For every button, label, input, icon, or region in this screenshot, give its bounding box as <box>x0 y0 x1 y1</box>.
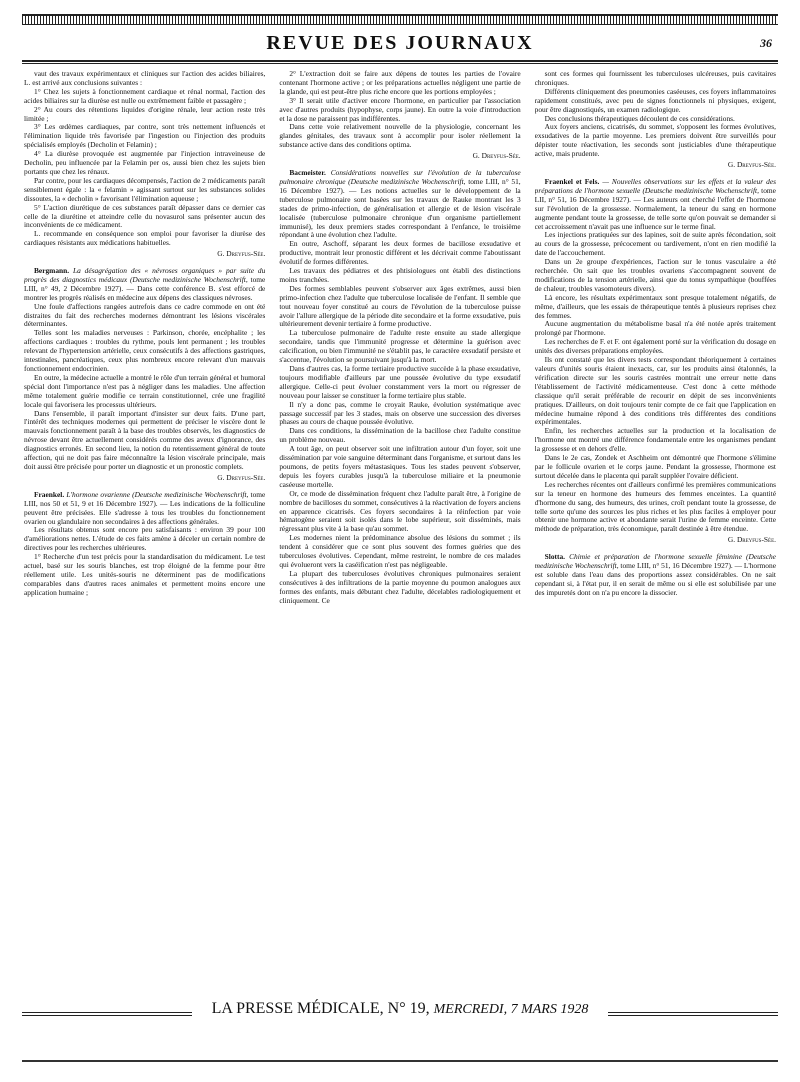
article-title: La désagrégation des « névroses organiques » par suite du progrès des diagnostics médicaux <box>24 266 266 284</box>
signature: G. Dreyfus-Sée. <box>217 472 266 482</box>
paragraph: Les résultats obtenus sont encore peu satisfaisants : environ 39 pour 100 d'améliorations nettes. L'étude de ces faits amène à déceler un certain nombre de directives pour les recherches ultérieures. <box>24 525 266 553</box>
article-title: Considérations nouvelles sur l'évolution de la tuberculose pulmonaire chronique <box>279 168 521 186</box>
paragraph: 2° Au cours des rétentions liquides d'origine rénale, leur action reste très limitée ; <box>24 104 266 123</box>
paragraph: Or, ce mode de dissémination fréquent chez l'adulte paraît être, à l'origine de nombre de bacilloses du sommet, consécutives à la réactivation de foyers anciens en apparence cicatrisés. Ces foyers secondaires à la réinfection par voie hématogène seraient soit isolés dans le lobe supérieur, soit disséminés, mais régressant plus vite à la base qu'au sommet. <box>279 488 521 534</box>
paragraph: Aux foyers anciens, cicatrisés, du sommet, s'opposent les formes évolutives, exsudatives de la partie moyenne. Les premiers doivent être surveillés pour dépister toute réactivation, les seconds sont justiciables d'une thérapeutique active, mais prudente. <box>534 122 776 159</box>
paragraph: Dans d'autres cas, la forme tertiaire productive succède à la phase exsudative, toujours modifiable d'ailleurs par une poussée évolutive du type exsudatif allergique. Celle-ci peut évoluer constamment vers la mort ou régresser de nouveau pour laisser se constituer la forme tertiaire plus stable. <box>279 364 521 400</box>
article-heading <box>535 553 776 598</box>
article-heading <box>24 267 265 303</box>
paragraph: 3° Les œdèmes cardiaques, par contre, sont très nettement influencés et l'élimination liquide très favorisée par l'ingestion ou l'injection des produits spécialisés employés (Decholin et Felamin) ; <box>24 122 266 150</box>
article-title: — Nouvelles observations sur les effets et la valeur des préparations de l'hormone sexuelle <box>534 176 776 195</box>
paragraph: En outre, la médecine actuelle a montré le rôle d'un terrain général et humoral spécial dont l'importance n'est pas à négliger dans les maladies. Une affection même totalement guérie modifie ce terrain constitutionnel, crée une fragilité locale qui favorisera les processus ultérieurs. <box>24 372 266 409</box>
page-footer <box>22 1000 778 1030</box>
paragraph: La tuberculose pulmonaire de l'adulte reste ensuite au stade allergique secondaire, tandis que l'immunité progresse et détermine la guérison avec calcification, ou bien l'immunité ne s'établit pas, le caractère exsudatif persiste et s'accentue, l'évolution se poursuivant jusqu'à la mort. <box>279 328 521 365</box>
article-journal: (Deutsche medizinische Wochenschrift, <box>132 489 249 499</box>
signature: G. Dreyfus-Sée. <box>217 249 266 259</box>
paragraph: 1° Recherche d'un test précis pour la standardisation du médicament. Le test actuel, basé sur les souris blanches, est trop éloigné de la femme pour être réellement utile. Les unités-souris ne déterminent pas de modifications comparables dans d'autres races animales et permettent moins encore une application humaine ; <box>24 552 266 597</box>
footer-issue: N° 19, <box>387 1000 430 1017</box>
article-body-start: tome LIII, n° 51, 16 Décembre 1927). — L'hormone est soluble dans l'eau dans des proportions assez considérables. On ne sait cependant si, à l'état pur, il en serait de même ou si elle est solubilisée par une des impuretés dont on n'a pu encore la dissocier. <box>534 561 776 597</box>
footer-journal: LA PRESSE MÉDICALE, <box>211 1000 384 1017</box>
footer-rule-left <box>22 1012 192 1016</box>
article-heading <box>24 491 265 527</box>
article-author: Bacmeister. <box>289 168 326 178</box>
article-body-start: tome LII, n° 51, 16 Décembre 1927). — Les auteurs ont cherché l'effet de l'hormone sur l'évolution de la grossesse. Normalement, la teneur du sang en hormone augmente pendant toute la grossesse, de telle sorte qu'on pouvait se demander si cet accroissement n'avait pas une influence sur le terme final. <box>534 185 776 231</box>
article-heading <box>279 169 520 240</box>
signature: G. Dreyfus-Sée. <box>472 151 521 161</box>
paragraph: 2° L'extraction doit se faire aux dépens de toutes les parties de l'ovaire contenant l'hormone active ; or les préparations actuelles négligent une partie de la glande, qui est peut-être plus riche encore que les portions employées ; <box>279 70 521 96</box>
paragraph: En outre, Aschoff, séparant les deux formes de bacillose exsudative et productive, montrait leur pronostic différent et les décrivait comme l'aboutissant évolutif de formes différentes. <box>279 239 521 267</box>
article-columns <box>24 70 776 990</box>
article-heading <box>535 178 776 231</box>
paragraph: Ils ont constaté que les divers tests correspondant théoriquement à certaines valeurs d'unités souris étaient inexacts, car, sur les produits ainsi étalonnés, la vérification directe sur les souris castrées montrait une erreur nette dans l'établissement de l'activité médicamenteuse. C'est donc à cette méthode classique qu'il serait préférable de recourir en dépit de ses inconvénients pratiques. D'ailleurs, on doit toujours tenir compte de ce fait que l'application en médecine humaine répond à des conditions très différentes des conditions expérimentales. <box>534 355 776 427</box>
paragraph: Une foule d'affections rangées autrefois dans ce cadre commode en ont été distraites du fait des recherches modernes démontrant les lésions viscérales déterminantes. <box>24 301 266 329</box>
article-journal: (Deutsche medizinische Wochenschrift, <box>348 176 466 186</box>
page-number: 36 <box>760 36 772 50</box>
article-body-start: tome LIII, nos 50 et 51, 9 et 16 Décembre 1927). — Les indications de la folliculine peuvent être précisées. Elle s'adresse à tous les troubles du fonctionnement ovarien ou glandulaire non secondaires à des affections générales. <box>24 489 266 526</box>
article-author: Fraenkel. <box>34 489 65 499</box>
column-2 <box>279 70 520 990</box>
article-title: L'hormone ovarienne <box>66 489 130 499</box>
paragraph: Là encore, les résultats expérimentaux sont presque totalement négatifs, de même, d'ailleurs, que les essais de thérapeutique tentés à plusieurs reprises chez des femmes. <box>534 292 776 320</box>
paragraph: Dans un 2e groupe d'expériences, l'action sur le tonus vasculaire a été recherchée. On sait que les troubles ovariens s'accompagnent souvent de modifications de la tension artérielle, ainsi que du tonus sympathique (bouffées de chaleur, troubles vasomoteurs divers). <box>534 257 776 293</box>
article-body-start: tome LIII, n° 51, 16 Décembre 1927). — Les notions actuelles sur le développement de la tuberculose pulmonaire sont basées sur les travaux de Rauke montrant les 3 stades de primo-infection, de généralisation et allergie et de lésion viscérale localisée (tuberculose pulmonaire chronique d'un organisme partiellement immunisé), les deux premiers stades correspondant à l'enfance, le troisième répondant à une évolution chez l'adulte. <box>279 176 521 240</box>
paragraph: 3° Il serait utile d'activer encore l'hormone, en particulier par l'association avec d'autres produits (hypophyse, corps jaune). En outre la voie d'introduction et la dose ne paraissent pas indifférentes. <box>279 95 521 123</box>
paragraph: Les recherches récentes ont d'ailleurs confirmé les premières communications sur la teneur en hormone des humeurs des femmes enceintes. La quantité d'hormone du sang, des humeurs, des urines, croît pendant toute la grossesse, de telle sorte qu'une des sources les plus riches et les plus faciles à employer pour obtenir une hormone active et abondante serait l'urine de femme enceinte. Cette méthode de préparation, très économique, paraît destinée à être étendue. <box>534 479 776 534</box>
article-journal: (Deutsche medizinische Wochenschrift, <box>129 274 248 284</box>
paragraph: A tout âge, on peut observer soit une infiltration autour d'un foyer, soit une dissémination par voie sanguine déterminant dans l'organisme, et surtout dans les poumons, de petits foyers métastasiques. Tous les stades peuvent s'observer, depuis les foyers curables jusqu'à la tuberculose miliaire et la pneumonie caséeuse mortelle. <box>279 444 521 489</box>
article-author: Fraenkel et Fels. <box>544 176 600 186</box>
article-body-start: tome LIII, n° 49, 2 Décembre 1927). — Dans cette conférence B. s'est efforcé de montrer les progrès réalisés en médecine aux dépens des classiques névroses. <box>24 274 266 302</box>
bottom-rule <box>22 1060 778 1062</box>
paragraph: Telles sont les maladies nerveuses : Parkinson, chorée, encéphalite ; les affections cardiaques : troubles du rythme, pouls lent permanent ; les troubles relevant de l'hypertension artérielle, ceux consécutifs à des affections gastriques, intestinales, pancréatiques, ceux plus nombreux encore relevant d'un mauvais fonctionnement endocrinien. <box>24 328 266 373</box>
paragraph: Aucune augmentation du métabolisme basal n'a été notée après traitement prolongé par l'hormone. <box>534 319 776 338</box>
paragraph: La plupart des tuberculoses évolutives chroniques pulmonaires seraient consécutives à des infiltrations de la partie moyenne du poumon analogues aux formes des enfants, mais débutant chez l'adulte, décelables radiologiquement et cliniquement. Ce <box>279 568 521 605</box>
paragraph: L. recommande en conséquence son emploi pour favoriser la diurèse des cardiaques résistants aux médications habituelles. <box>24 229 266 248</box>
paragraph: Il n'y a donc pas, comme le croyait Rauke, évolution systématique avec passage successif par les 3 stades, mais on observe une succession des diverses phases au cours de chaque poussée évolutive. <box>279 399 521 427</box>
header-rule <box>22 60 778 64</box>
paragraph: 4° La diurèse provoquée est augmentée par l'injection intraveineuse de Decholin, peu influencée par la Felamin per os, aussi bien chez les sujets bien portants que chez les rénaux. <box>24 149 266 176</box>
paragraph: Les injections pratiquées sur des lapines, soit de suite après fécondation, soit au cours de la grossesse, précocement ou tardivement, n'ont en rien modifié la date de l'accouchement. <box>534 230 776 258</box>
paragraph: Des formes semblables peuvent s'observer aux âges extrêmes, aussi bien primo-infection chez l'adulte que tuberculose localisée de l'enfant. Il semble que tout nouveau foyer constitué au cours de l'évolution de la tuberculose puisse avoir l'allure allergique de la période dite secondaire et la forme exsudative, puis ultérieurement devenir tertiaire à forme productive. <box>279 283 521 329</box>
signature: G. Dreyfus-Sée. <box>727 160 776 170</box>
article-author: Slotta. <box>544 552 565 562</box>
paragraph: sont ces formes qui fournissent les tuberculoses ulcéreuses, puis cavitaires chroniques. <box>534 70 776 87</box>
footer-rule-right <box>608 1012 778 1016</box>
paragraph: Dans l'ensemble, il paraît important d'insister sur deux faits. D'une part, l'intérêt des techniques modernes qui permettent de préciser le viscère dont le mauvais fonctionnement paraît à la base des troubles observés, les diagnostics de névrose devant être actuellement considérés comme des aveux d'ignorance, des diagnostics erronés. En second lieu, la notion du retentissement général de toute affection, qui ne doit pas faire méconnaître la lésion viscérale principale, mais doit aussi être précisée pour porter un diagnostic et un pronostic complets. <box>24 408 266 471</box>
signature: G. Dreyfus-Sée. <box>727 535 776 545</box>
journal-section-title: REVUE DES JOURNAUX <box>266 32 534 54</box>
paragraph: Différents cliniquement des pneumonies caséeuses, ces foyers inflammatoires rapidement constitués, avec peu de signes fonctionnels ni physiques, exigent, pour être diagnostiqués, un examen radiologique. <box>534 86 776 114</box>
paragraph: Des conclusions thérapeutiques découlent de ces considérations. <box>544 113 735 123</box>
article-journal: (Deutsche medizinische Wochenschrift, <box>534 552 776 571</box>
article-title: Chimie et préparation de l'hormone sexuelle féminine <box>569 552 742 562</box>
paragraph: Les travaux des pédiatres et des phtisiologues ont établi des distinctions moins tranchées. <box>279 266 521 284</box>
paragraph: Les modernes nient la prédominance absolue des lésions du sommet ; ils tendent à considérer que ce sont plus souvent des formes guéries que des tuberculoses évolutives. Cependant, même restreint, le nombre de ces malades qui évolueront vers la caséification n'est pas négligeable. <box>279 533 521 569</box>
page-header <box>22 30 778 60</box>
footer-text <box>197 1000 603 1018</box>
column-3 <box>535 70 776 990</box>
footer-date: MERCREDI, 7 MARS 1928 <box>433 1002 589 1017</box>
top-ornament-band <box>22 14 778 25</box>
paragraph: Dans le 2e cas, Zondek et Aschheim ont démontré que l'hormone s'élimine par le follicule ovarien et le corps jaune. Pendant la grossesse, l'hormone est surtout décelée dans le placenta qui paraît suppléer l'ovaire déficient. <box>534 453 776 480</box>
paragraph: Par contre, pour les cardiaques décompensés, l'action de 2 médicaments paraît sensiblement égale : la « felamin » agissant surtout sur les substances solides dissoutes, la « decholin » favorisant l'élimination aqueuse ; <box>24 175 266 203</box>
paragraph: Dans cette voie relativement nouvelle de la physiologie, concernant les glandes génitales, des travaux sont à accomplir pour isoler réellement la substance active dans des conditions optima. <box>279 122 521 150</box>
paragraph: Dans ces conditions, la dissémination de la bacillose chez l'adulte constitue un problème nouveau. <box>279 426 521 445</box>
paragraph: Les recherches de F. et F. ont également porté sur la vérification du dosage en unités des diverses préparations employées. <box>534 337 776 356</box>
column-1 <box>24 70 265 990</box>
paragraph: 5° L'action diurétique de ces substances paraît dépasser dans ce dernier cas celle de la diurétine et atteindre celle du novasurol sans présenter aucun des inconvénients de ce médicament. <box>24 202 266 230</box>
paragraph: vaut des travaux expérimentaux et cliniques sur l'action des acides biliaires, L. est arrivé aux conclusions suivantes : <box>24 70 266 87</box>
article-author: Bergmann. <box>34 266 70 276</box>
paragraph: Enfin, les recherches actuelles sur la production et la localisation de l'hormone ont montré une différence fondamentale entre les organismes pendant la grossesse et en dehors d'elle. <box>534 426 776 454</box>
paragraph: 1° Chez les sujets à fonctionnement cardiaque et rénal normal, l'action des acides biliaires sur la diurèse est nulle ou extrêmement faible et passagère ; <box>24 86 266 105</box>
article-journal: (Deutsche medizinische Wochenschrift, <box>642 185 759 195</box>
